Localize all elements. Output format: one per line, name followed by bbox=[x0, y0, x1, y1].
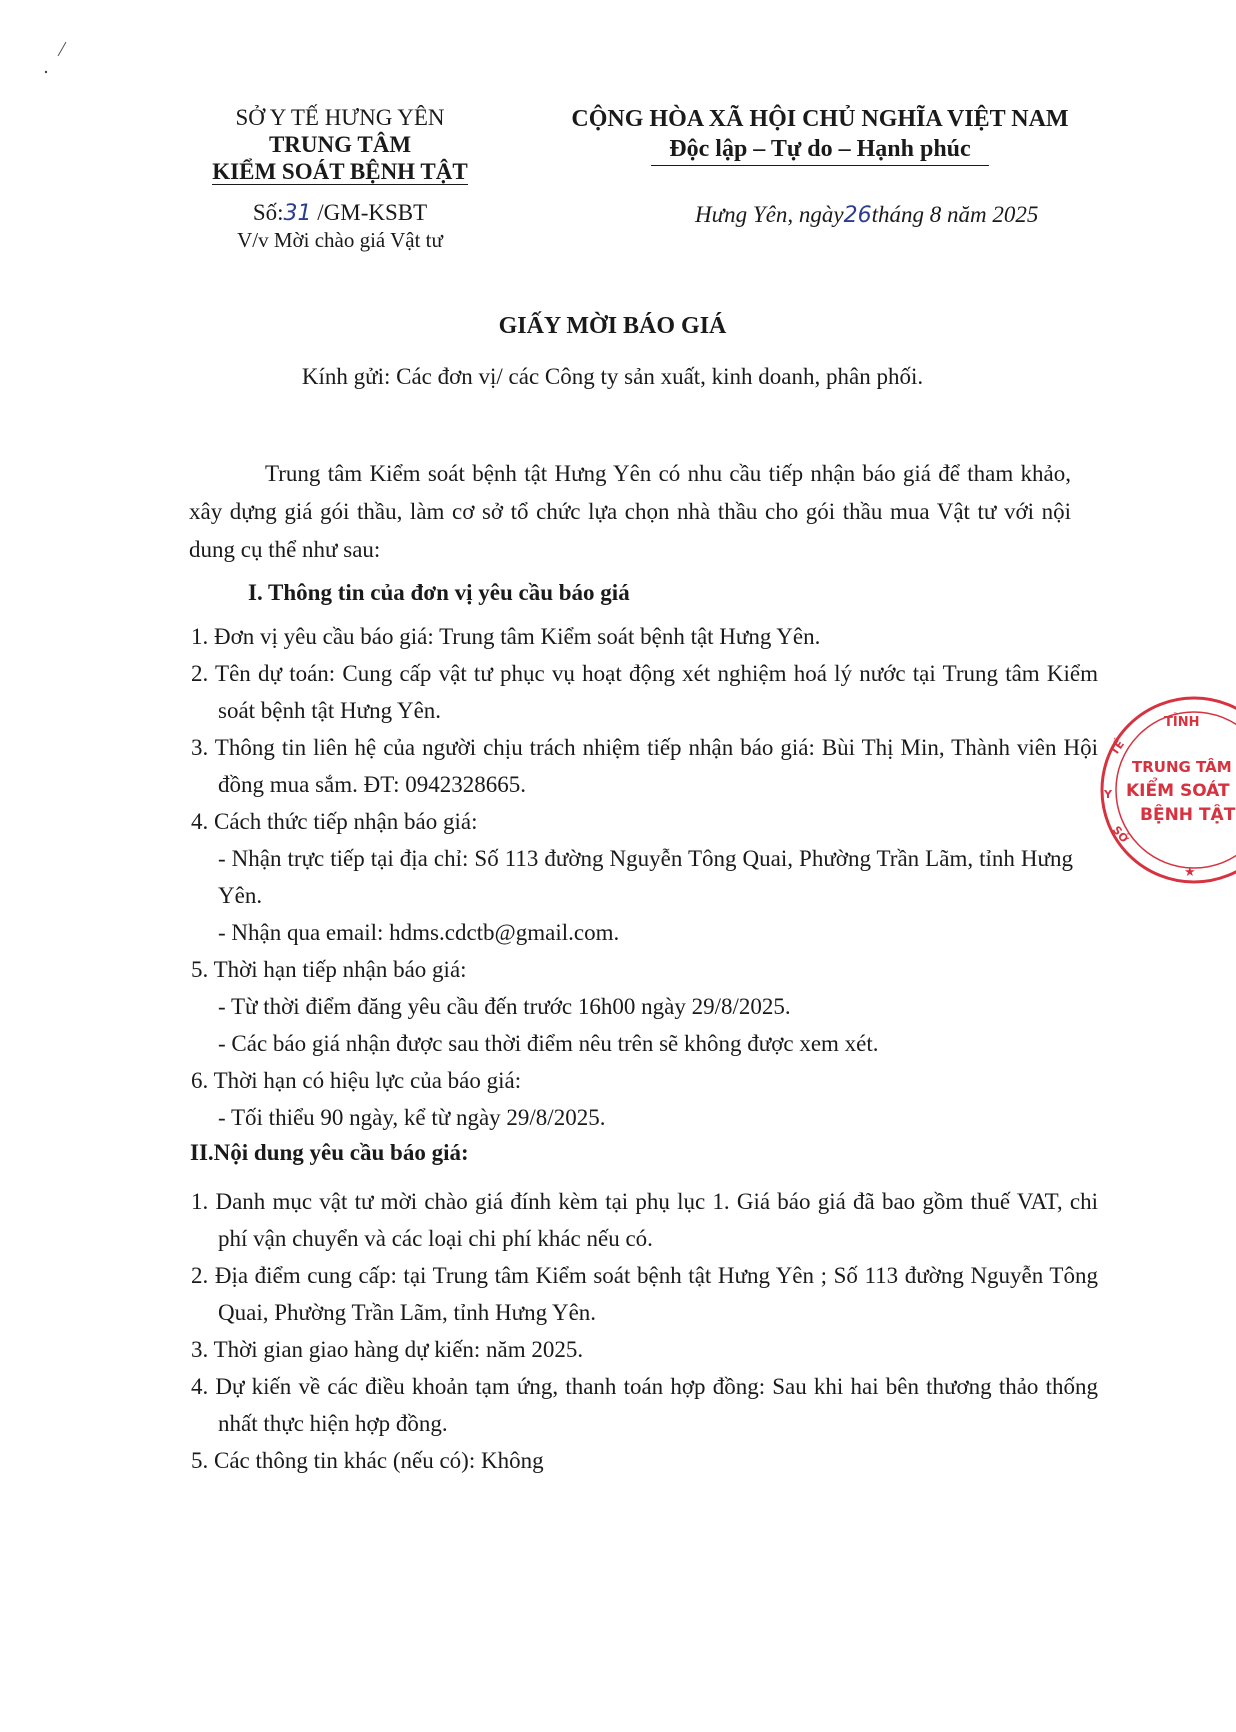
agency-line-3: KIỂM SOÁT BỆNH TẬT bbox=[212, 159, 468, 184]
stamp-left-y: Y bbox=[1104, 788, 1112, 801]
section-2-item-5: 5. Các thông tin khác (nếu có): Không bbox=[191, 1448, 544, 1473]
stamp-left-te: TẾ bbox=[1107, 737, 1128, 758]
section-2-item-3: 3. Thời gian giao hàng dự kiến: năm 2025. bbox=[191, 1337, 584, 1362]
national-motto: Độc lập – Tự do – Hạnh phúc bbox=[651, 135, 988, 166]
scan-mark-icon bbox=[40, 38, 70, 78]
handwritten-day: 26 bbox=[843, 203, 872, 228]
section-1-item-5: 5. Thời hạn tiếp nhận báo giá: bbox=[191, 957, 467, 982]
section-2-item-2: 2. Địa điểm cung cấp: tại Trung tâm Kiểm soát bệnh tật Hưng Yên ; Số 113 đường Nguyễn Tông Quai, Phường Trần Lãm, tỉnh Hưng Yên. bbox=[191, 1263, 1098, 1325]
country-name: CỘNG HÒA XÃ HỘI CHỦ NGHĨA VIỆT NAM bbox=[571, 106, 1069, 132]
section-1-item-2: 2. Tên dự toán: Cung cấp vật tư phục vụ hoạt động xét nghiệm hoá lý nước tại Trung tâm Kiểm soát bệnh tật Hưng Yên. bbox=[191, 661, 1098, 723]
section-1-item-3: 3. Thông tin liên hệ của người chịu trách nhiệm tiếp nhận báo giá: Bùi Thị Min, Thành viên Hội đồng mua sắm. ĐT: 0942328665. bbox=[191, 735, 1098, 797]
national-header bbox=[560, 104, 1080, 166]
item-6-sub-1: - Tối thiểu 90 ngày, kể từ ngày 29/8/2025. bbox=[218, 1105, 606, 1130]
official-seal-stamp bbox=[1086, 698, 1236, 888]
section-2-item-1: 1. Danh mục vật tư mời chào giá đính kèm tại phụ lục 1. Giá báo giá đã bao gồm thuế VAT, chi phí vận chuyển và các loại chi phí khác nếu có. bbox=[191, 1189, 1098, 1251]
stamp-top-text: TỈNH bbox=[1164, 715, 1200, 730]
document-number bbox=[190, 198, 490, 229]
stamp-line-3: BỆNH TẬT bbox=[1140, 805, 1236, 825]
number-suffix: /GM-KSBT bbox=[311, 200, 428, 225]
date-prefix: Hưng Yên, ngày bbox=[695, 202, 844, 227]
item-5-sub-2: - Các báo giá nhận được sau thời điểm nêu trên sẽ không được xem xét. bbox=[218, 1031, 879, 1056]
stamp-left-so: SỞ bbox=[1109, 823, 1131, 846]
document-date bbox=[695, 202, 1075, 228]
document-subject: V/v Mời chào giá Vật tư bbox=[237, 228, 443, 252]
section-2-heading: II.Nội dung yêu cầu báo giá: bbox=[190, 1140, 469, 1165]
section-1-item-6: 6. Thời hạn có hiệu lực của báo giá: bbox=[191, 1068, 522, 1093]
handwritten-number: 31 bbox=[283, 201, 312, 226]
section-2-item-4: 4. Dự kiến về các điều khoản tạm ứng, thanh toán hợp đồng: Sau khi hai bên thương thảo thống nhất thực hiện hợp đồng. bbox=[191, 1374, 1098, 1436]
item-4-sub-1: - Nhận trực tiếp tại địa chỉ: Số 113 đường Nguyễn Tông Quai, Phường Trần Lãm, tỉnh Hưng Yên. bbox=[218, 846, 1073, 908]
issuing-agency bbox=[190, 104, 490, 185]
agency-line-2: TRUNG TÂM bbox=[268, 132, 412, 157]
item-5-sub-1: - Từ thời điểm đăng yêu cầu đến trước 16h00 ngày 29/8/2025. bbox=[218, 994, 791, 1019]
section-1-item-1: 1. Đơn vị yêu cầu báo giá: Trung tâm Kiểm soát bệnh tật Hưng Yên. bbox=[191, 624, 821, 649]
document-title: GIẤY MỜI BÁO GIÁ bbox=[498, 313, 727, 339]
section-1-item-4: 4. Cách thức tiếp nhận báo giá: bbox=[191, 809, 478, 834]
stamp-star: ★ bbox=[1184, 865, 1196, 880]
stamp-line-2: KIỂM SOÁT bbox=[1126, 781, 1230, 801]
item-4-sub-2: - Nhận qua email: hdms.cdctb@gmail.com. bbox=[218, 920, 620, 945]
recipient-line: Kính gửi: Các đơn vị/ các Công ty sản xuất, kinh doanh, phân phối. bbox=[301, 364, 924, 389]
number-prefix: Số: bbox=[252, 200, 284, 225]
stamp-line-1: TRUNG TÂM bbox=[1132, 758, 1232, 776]
date-suffix: tháng 8 năm 2025 bbox=[871, 202, 1039, 227]
intro-paragraph: Trung tâm Kiểm soát bệnh tật Hưng Yên có nhu cầu tiếp nhận báo giá để tham khảo, xây dựng giá gói thầu, làm cơ sở tổ chức lựa chọn nhà thầu cho gói thầu mua Vật tư với nội dung cụ thể như sau: bbox=[189, 461, 1071, 562]
agency-line-1: SỞ Y TẾ HƯNG YÊN bbox=[235, 105, 445, 130]
section-1-heading: I. Thông tin của đơn vị yêu cầu báo giá bbox=[248, 580, 630, 605]
